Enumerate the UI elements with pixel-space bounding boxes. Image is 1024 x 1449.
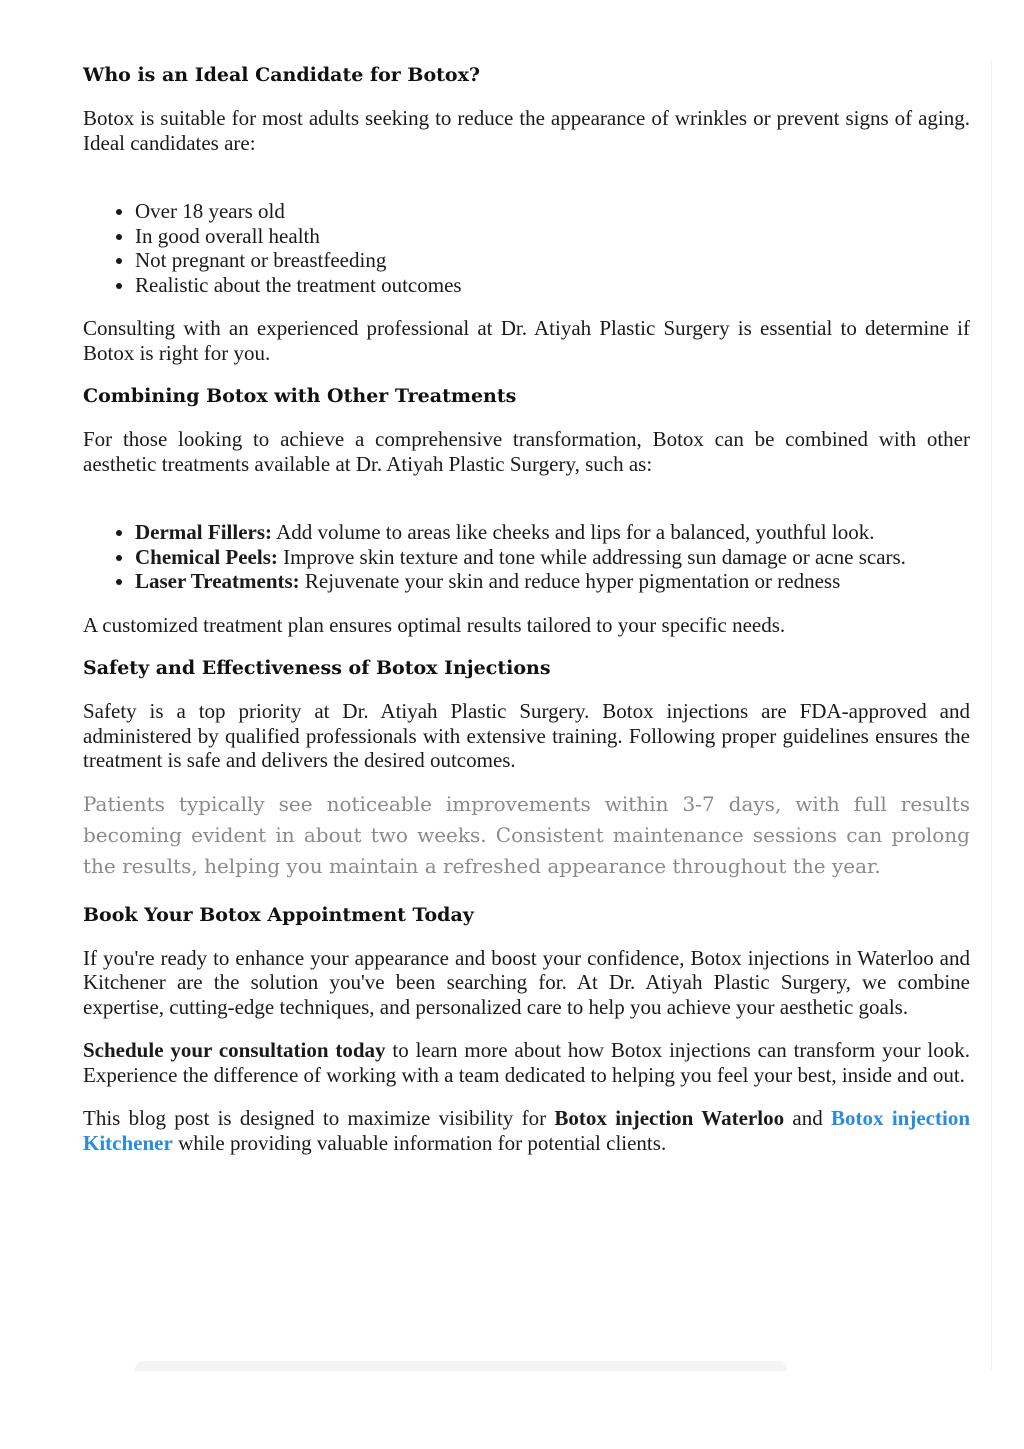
candidate-list [83, 199, 970, 297]
seo-note-paragraph [83, 1106, 970, 1155]
list-item [135, 569, 970, 594]
article-body [83, 62, 970, 1155]
combining-intro: For those looking to achieve a comprehensive transformation, Botox can be combined with other aesthetic treatments available at Dr. Atiyah Plastic Surgery, such as: [83, 427, 970, 476]
treatment-desc: Improve skin texture and tone while addressing sun damage or acne scars. [277, 544, 906, 569]
schedule-cta-text: to learn more about how Botox injections can transform your look. Experience the difference of working with a team dedicated to helping you feel your best, inside and out. [83, 1038, 970, 1087]
treatment-term: Laser Treatments: [135, 569, 300, 593]
bottom-panel-edge [135, 1361, 787, 1371]
safety-paragraph: Safety is a top priority at Dr. Atiyah Plastic Surgery. Botox injections are FDA-approved and administered by qualified professionals with extensive training. Following proper guidelines ensures the treatment is safe and delivers the desired outcomes. [83, 699, 970, 772]
seo-note-text: while providing valuable information for potential clients. [172, 1130, 667, 1155]
seo-note-text: and [784, 1106, 832, 1130]
schedule-paragraph [83, 1038, 970, 1087]
list-item [135, 545, 970, 570]
ideal-candidate-intro: Botox is suitable for most adults seeking to reduce the appearance of wrinkles or prevent signs of aging. Ideal candidates are: [83, 106, 970, 155]
list-item: Realistic about the treatment outcomes [135, 273, 970, 298]
consultation-paragraph: Consulting with an experienced professional at Dr. Atiyah Plastic Surgery is essential to determine if Botox is right for you. [83, 316, 970, 365]
results-timeline-paragraph: Patients typically see noticeable improvements within 3-7 days, with full results becoming evident in about two weeks. Consistent maintenance sessions can prolong the results, helping you maintain a refreshed appearance throughout the year. [83, 791, 970, 878]
heading-safety: Safety and Effectiveness of Botox Injections [83, 657, 551, 679]
keyword-kitchener-link[interactable]: Botox injection Kitchener [83, 1106, 970, 1155]
list-item: Not pregnant or breastfeeding [135, 248, 970, 273]
list-item: Over 18 years old [135, 199, 970, 224]
treatment-desc: Add volume to areas like cheeks and lips for a balanced, youthful look. [272, 520, 875, 544]
booking-paragraph: If you're ready to enhance your appearance and boost your confidence, Botox injections in Waterloo and Kitchener are the solution you've been searching for. At Dr. Atiyah Plastic Surgery, we combine expertise, cutting-edge techniques, and personalized care to help you achieve your aesthetic goals. [83, 945, 970, 1019]
list-item: In good overall health [135, 224, 970, 249]
treatment-plan-paragraph: A customized treatment plan ensures optimal results tailored to your specific needs. [83, 612, 786, 637]
heading-book-appointment: Book Your Botox Appointment Today [83, 903, 474, 926]
treatment-term: Dermal Fillers: [135, 520, 273, 544]
list-item [135, 520, 970, 545]
treatment-term: Chemical Peels: [135, 544, 278, 569]
treatment-desc: Rejuvenate your skin and reduce hyper pigmentation or redness [299, 569, 841, 593]
heading-combining-treatments: Combining Botox with Other Treatments [83, 385, 517, 407]
heading-ideal-candidate: Who is an Ideal Candidate for Botox? [83, 64, 481, 86]
treatments-list [83, 520, 970, 594]
page-edge-divider [991, 60, 992, 1370]
schedule-cta-bold: Schedule your consultation today [83, 1038, 386, 1062]
seo-note-text: This blog post is designed to maximize visibility for [83, 1106, 555, 1130]
keyword-waterloo: Botox injection Waterloo [554, 1106, 785, 1130]
